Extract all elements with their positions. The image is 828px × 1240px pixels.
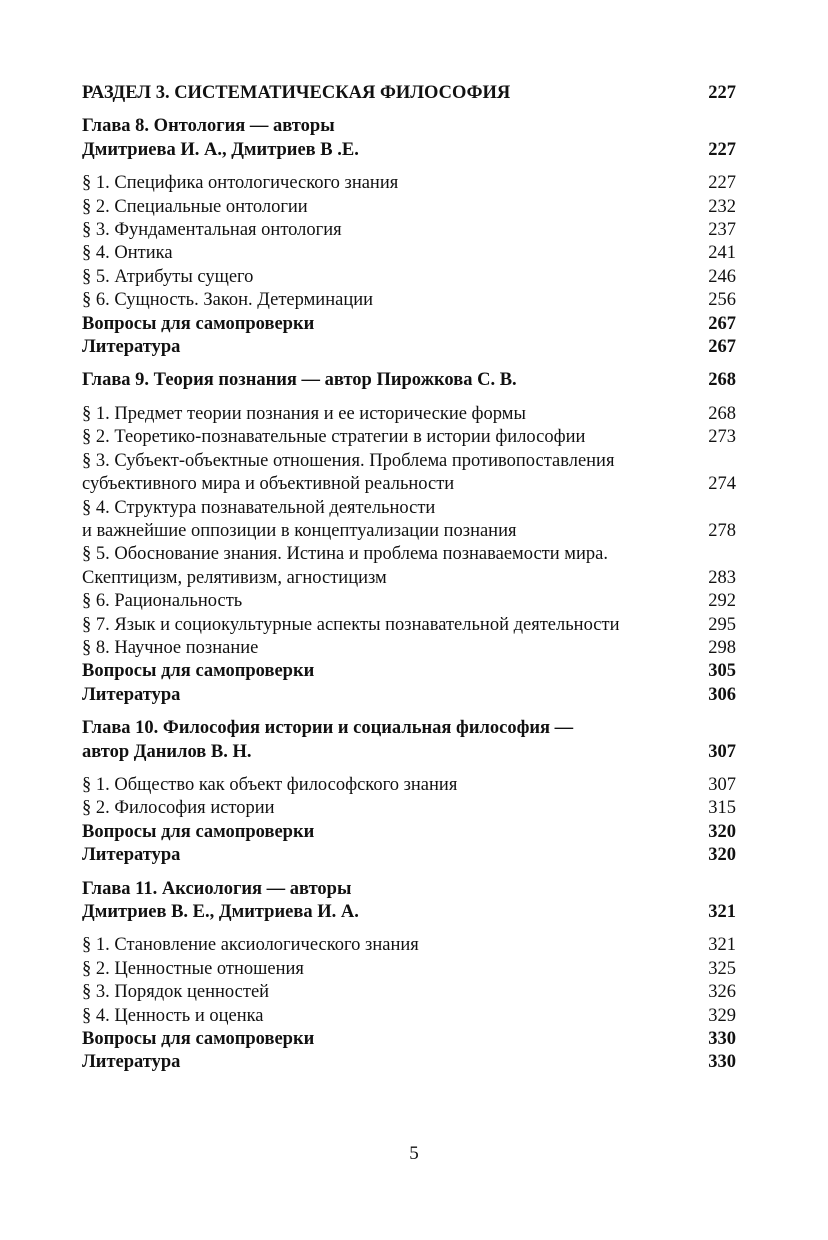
entry-page: 267 xyxy=(708,313,736,334)
toc-entry xyxy=(82,637,736,660)
toc-entry xyxy=(82,797,736,820)
entry-page: 306 xyxy=(708,684,736,705)
toc-subheading xyxy=(82,336,736,359)
chapter-list xyxy=(82,115,736,1074)
chapter-page: 321 xyxy=(708,902,736,922)
toc-entry xyxy=(82,403,736,426)
entry-title: § 3. Субъект-объектные отношения. Проблема противопоставления субъективного мира и объективной реальности xyxy=(82,450,615,495)
section-heading xyxy=(82,82,736,105)
toc-entry xyxy=(82,958,736,981)
entry-page: 330 xyxy=(708,1029,736,1050)
toc-entry xyxy=(82,774,736,797)
toc-subheading xyxy=(82,684,736,707)
section-page: 227 xyxy=(708,83,736,103)
entry-title: § 1. Становление аксиологического знания xyxy=(82,935,419,956)
chapter-heading xyxy=(82,717,736,764)
toc-subheading xyxy=(82,1051,736,1074)
table-of-contents xyxy=(82,82,736,1075)
entry-page: 326 xyxy=(708,982,736,1003)
entry-page: 227 xyxy=(708,173,736,194)
chapter-page: 227 xyxy=(708,139,736,160)
entry-page: 330 xyxy=(708,1052,736,1073)
entry-title: Литература xyxy=(82,337,181,358)
entry-page: 278 xyxy=(708,520,736,541)
entry-title: § 1. Общество как объект философского знания xyxy=(82,774,458,795)
entry-title: § 5. Атрибуты сущего xyxy=(82,266,254,287)
toc-subheading xyxy=(82,313,736,336)
toc-entry xyxy=(82,543,736,590)
toc-entry xyxy=(82,426,736,449)
entry-page: 329 xyxy=(708,1005,736,1026)
entry-page: 241 xyxy=(708,243,736,264)
chapter-page: 307 xyxy=(708,741,736,762)
entry-page: 325 xyxy=(708,958,736,979)
toc-entry xyxy=(82,590,736,613)
entry-page: 321 xyxy=(708,935,736,956)
chapter-title: Глава 11. Аксиология — авторы Дмитриев В. Е., Дмитриева И. А. xyxy=(82,878,359,922)
entry-title: Литература xyxy=(82,1052,181,1073)
entry-title: § 6. Сущность. Закон. Детерминации xyxy=(82,290,374,311)
toc-subheading xyxy=(82,660,736,683)
entry-title: § 3. Фундаментальная онтология xyxy=(82,220,342,241)
entry-title: Литература xyxy=(82,845,181,866)
entry-title: § 4. Ценность и оценка xyxy=(82,1005,264,1026)
entry-page: 267 xyxy=(708,337,736,358)
toc-subheading xyxy=(82,821,736,844)
entry-title: § 2. Специальные онтологии xyxy=(82,196,308,217)
chapter-title: Глава 9. Теория познания — автор Пирожкова С. В. xyxy=(82,370,517,391)
toc-entry xyxy=(82,196,736,219)
entry-title: § 4. Структура познавательной деятельности и важнейшие оппозиции в концептуализации познания xyxy=(82,497,517,541)
entry-title: Вопросы для самопроверки xyxy=(82,821,315,842)
toc-subheading xyxy=(82,1028,736,1051)
toc-entry xyxy=(82,497,736,544)
entry-page: 246 xyxy=(708,266,736,287)
toc-entry xyxy=(82,981,736,1004)
toc-entry xyxy=(82,1005,736,1028)
entry-title: § 2. Философия истории xyxy=(82,798,275,819)
toc-entry xyxy=(82,242,736,265)
entry-title: § 8. Научное познание xyxy=(82,637,259,658)
entry-page: 237 xyxy=(708,220,736,241)
section-title: РАЗДЕЛ 3. СИСТЕМАТИЧЕСКАЯ ФИЛОСОФИЯ xyxy=(82,83,511,103)
toc-subheading xyxy=(82,844,736,867)
entry-page: 232 xyxy=(708,196,736,217)
toc-entry xyxy=(82,450,736,497)
entry-title: § 1. Специфика онтологического знания xyxy=(82,173,399,194)
chapter-heading xyxy=(82,369,736,392)
entry-title: § 3. Порядок ценностей xyxy=(82,982,270,1003)
entry-title: Вопросы для самопроверки xyxy=(82,661,315,682)
entry-page: 273 xyxy=(708,427,736,448)
entry-page: 283 xyxy=(708,567,736,588)
toc-entry xyxy=(82,172,736,195)
toc-entry xyxy=(82,934,736,957)
toc-entry xyxy=(82,614,736,637)
entry-title: Вопросы для самопроверки xyxy=(82,313,315,334)
entry-page: 320 xyxy=(708,845,736,866)
entry-page: 298 xyxy=(708,637,736,658)
entry-title: § 5. Обоснование знания. Истина и проблема познаваемости мира. Скептицизм, релятивизм, агностицизм xyxy=(82,544,608,588)
page-number: 5 xyxy=(409,1143,419,1164)
entry-title: Вопросы для самопроверки xyxy=(82,1029,315,1050)
entry-title: Литература xyxy=(82,684,181,705)
entry-title: § 6. Рациональность xyxy=(82,591,243,612)
entry-page: 256 xyxy=(708,290,736,311)
toc-entry xyxy=(82,266,736,289)
entry-title: § 4. Онтика xyxy=(82,243,173,264)
entry-page: 274 xyxy=(708,474,736,495)
entry-page: 307 xyxy=(708,774,736,795)
chapter-heading xyxy=(82,878,736,925)
toc-entry xyxy=(82,219,736,242)
chapter-page: 268 xyxy=(708,370,736,391)
entry-page: 292 xyxy=(708,591,736,612)
entry-page: 295 xyxy=(708,614,736,635)
entry-page: 315 xyxy=(708,798,736,819)
entry-page: 305 xyxy=(708,661,736,682)
chapter-title: Глава 10. Философия истории и социальная философия — автор Данилов В. Н. xyxy=(82,718,574,762)
chapter-title: Глава 8. Онтология — авторы Дмитриева И. А., Дмитриев В .Е. xyxy=(82,116,359,160)
entry-title: § 7. Язык и социокультурные аспекты познавательной деятельности xyxy=(82,614,620,635)
entry-title: § 1. Предмет теории познания и ее исторические формы xyxy=(82,403,526,424)
entry-page: 268 xyxy=(708,403,736,424)
entry-title: § 2. Теоретико-познавательные стратегии в истории философии xyxy=(82,427,586,448)
entry-page: 320 xyxy=(708,821,736,842)
chapter-heading xyxy=(82,115,736,162)
toc-entry xyxy=(82,289,736,312)
entry-title: § 2. Ценностные отношения xyxy=(82,958,304,979)
